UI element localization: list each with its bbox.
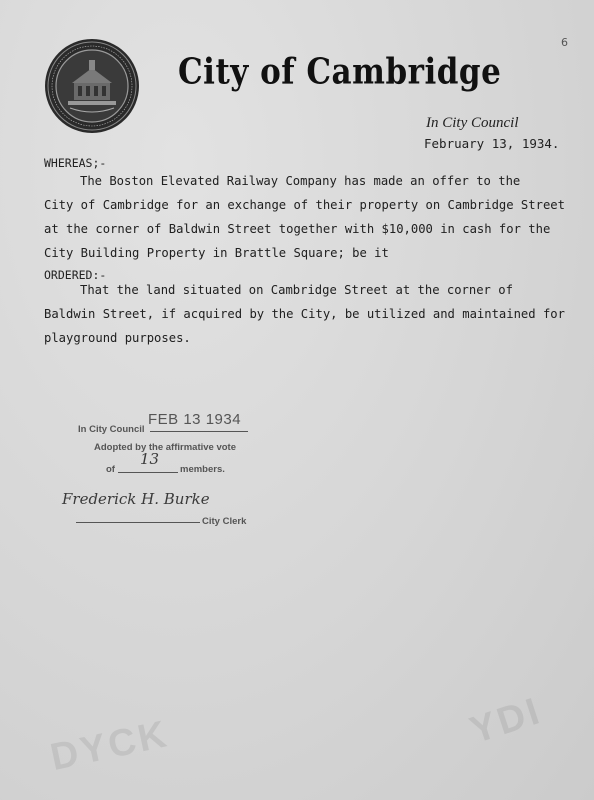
- stamp-date: FEB 13 1934: [148, 411, 242, 428]
- stamp-date-underline: [150, 431, 248, 432]
- stamp-of-label: of: [106, 464, 115, 475]
- page-number: 6: [561, 36, 568, 49]
- ordered-line-2: Baldwin Street, if acquired by the City, be utilized and maintained for: [44, 307, 565, 321]
- stamp-members-label: members.: [180, 464, 225, 475]
- whereas-line-4: City Building Property in Brattle Square; be it: [44, 246, 389, 260]
- stamp-in-council: In City Council: [78, 424, 145, 435]
- stamp-adopted-text: Adopted by the affirmative vote: [94, 442, 236, 453]
- watermark-right: YDI: [465, 689, 547, 753]
- signature-underline: [76, 522, 200, 523]
- ordered-line-3: playground purposes.: [44, 331, 191, 345]
- ordered-line-1: That the land situated on Cambridge Street at the corner of: [80, 283, 513, 297]
- whereas-line-2: City of Cambridge for an exchange of their property on Cambridge Street: [44, 198, 565, 212]
- letterhead-title: City of Cambridge: [178, 51, 502, 93]
- council-heading: In City Council: [426, 115, 519, 131]
- whereas-label: WHEREAS;-: [44, 156, 107, 170]
- whereas-line-3: at the corner of Baldwin Street together with $10,000 in cash for the: [44, 222, 551, 236]
- city-seal-icon: [44, 38, 140, 134]
- clerk-label: City Clerk: [202, 516, 247, 527]
- document-date: February 13, 1934.: [424, 136, 560, 151]
- vote-count-handwritten: 13: [140, 450, 160, 468]
- whereas-line-1: The Boston Elevated Railway Company has made an offer to the: [80, 174, 521, 188]
- clerk-signature: Frederick H. Burke: [62, 490, 210, 508]
- vote-count-underline: [118, 472, 178, 473]
- ordered-label: ORDERED:-: [44, 268, 107, 282]
- watermark-left: DYCK: [46, 713, 173, 779]
